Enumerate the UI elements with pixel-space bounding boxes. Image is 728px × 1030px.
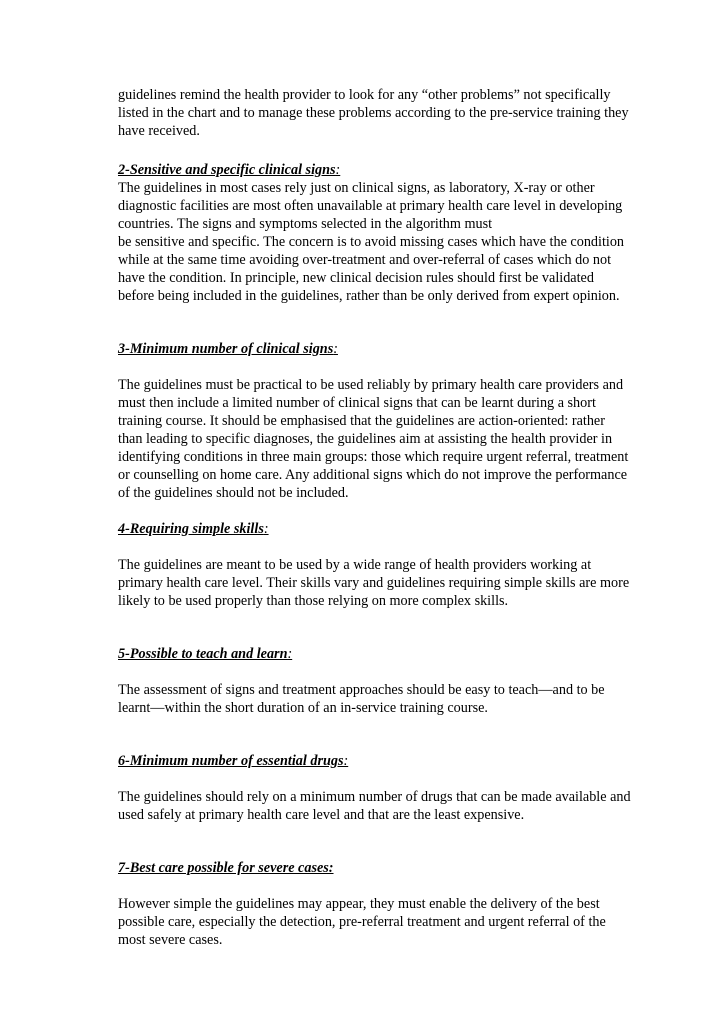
section-heading-text: 3-Minimum number of clinical signs <box>118 341 334 357</box>
section-heading-text: 4-Requiring simple skills <box>118 521 264 537</box>
section-heading-teach-learn <box>118 645 668 663</box>
heading-colon: : <box>335 162 341 178</box>
section-body-teach-learn: The assessment of signs and treatment approaches should be easy to teach—and to be learnt—within the short duration of an in-service training course. <box>118 682 605 716</box>
section-body-severe-cases: However simple the guidelines may appear, they must enable the delivery of the best possible care, especially the detection, pre-referral treatment and urgent referral of the most severe cases. <box>118 896 606 948</box>
section-heading-text: 6-Minimum number of essential drugs <box>118 753 344 769</box>
section-body-essential-drugs: The guidelines should rely on a minimum number of drugs that can be made available and used safely at primary health care level and that are the least expensive. <box>118 789 631 823</box>
heading-colon: : <box>333 341 338 357</box>
intro-paragraph: guidelines remind the health provider to look for any “other problems” not specifically listed in the chart and to manage these problems according to the pre-service training they have received. <box>118 87 629 139</box>
heading-colon: : <box>263 521 269 537</box>
section-body-simple-skills: The guidelines are meant to be used by a wide range of health providers working at primary health care level. Their skills vary and guidelines requiring simple skills are more likely to be used properly than those relying on more complex skills. <box>118 557 630 609</box>
section-heading-text: 5-Possible to teach and learn <box>118 646 288 662</box>
heading-colon: : <box>343 753 349 769</box>
section-heading-minimum-signs <box>118 340 668 358</box>
section-heading-text: 2-Sensitive and specific clinical signs <box>118 162 336 178</box>
heading-colon: : <box>287 646 293 662</box>
section-body-minimum-signs: The guidelines must be practical to be used reliably by primary health care providers and must then include a limited number of clinical signs that can be learnt during a short training course. It should be emphasised that the guidelines are action-oriented: rather than leading to specific diagnoses, the guidelines aim at assisting the health provider in identifying conditions in three main groups: those which require urgent referral, treatment or counselling on home care. Any additional signs which do not improve the performance of the guidelines should not be included. <box>118 377 629 501</box>
section-heading-simple-skills <box>118 520 668 538</box>
section-body-sensitive-signs: The guidelines in most cases rely just on clinical signs, as laboratory, X-ray or other diagnostic facilities are most often unavailable at primary health care level in developing countries. The signs and symptoms selected in the algorithm must be sensitive and specific. The concern is to avoid missing cases which have the condition while at the same time avoiding over-treatment and over-referral of cases which do not have the condition. In principle, new clinical decision rules should first be validated before being included in the guidelines, rather than be only derived from expert opinion. <box>118 180 625 304</box>
section-heading-text: 7-Best care possible for severe cases: <box>118 860 334 876</box>
section-heading-sensitive-signs <box>118 161 668 179</box>
section-heading-severe-cases <box>118 859 668 877</box>
section-heading-essential-drugs <box>118 752 668 770</box>
